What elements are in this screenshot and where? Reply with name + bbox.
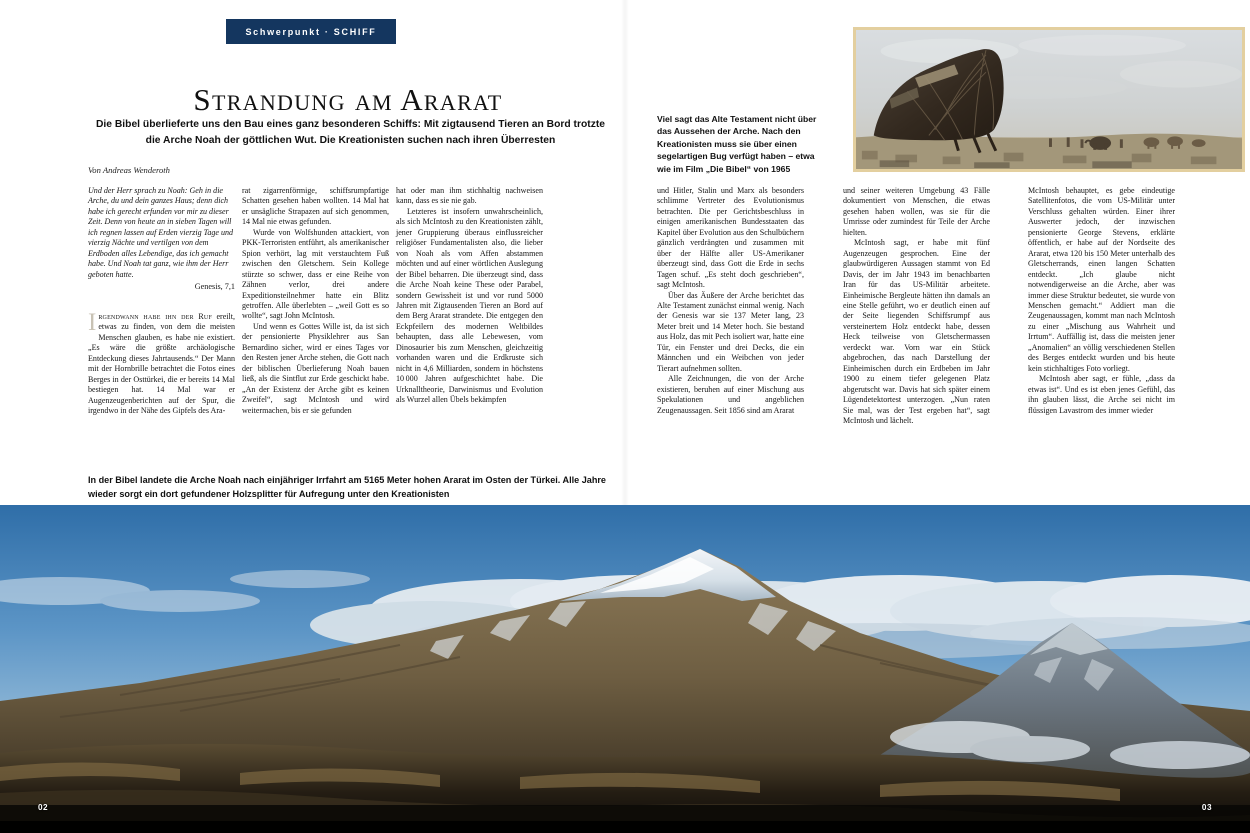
lead-in-smallcaps: rgendwann habe ihn der Ruf xyxy=(98,312,212,321)
body-column-6 xyxy=(1028,186,1175,416)
page-title: Strandung am Ararat xyxy=(193,82,503,117)
byline: Von Andreas Wenderoth xyxy=(88,165,170,175)
drop-cap: I xyxy=(88,309,97,336)
landscape-photo-image xyxy=(0,505,1250,833)
paragraph: Und wenn es Gottes Wille ist, da ist sich der pensionierte Physiklehrer aus San Bernardino sicher, wird er eines Tages vor den Resten jener Arche stehen, die Gott nach der biblischen Überlieferung Noah bauen ließ, als die Sintflut zur Erde geschickt habe. „An der Existenz der Arche gibt es keinen Zweifel“, sagt McIntosh und wird weitermachen, bis er sie gefunden xyxy=(242,321,389,415)
paragraph: Alle Zeichnungen, die von der Arche existieren, beruhen auf einer Mischung aus Spekulationen und angeblichen Zeugenaussagen. Seit 1856 sind am Ararat xyxy=(657,374,804,415)
ark-photo-image xyxy=(856,30,1242,169)
paragraph: Über das Äußere der Arche berichtet das Alte Testament zunächst einmal wenig. Nach der Genesis war sie 137 Meter lang, 23 Meter breit und 14 Meter hoch. Sie bestand aus Holz, das mit Pech isoliert war, hatte eine Tür, ein Fenster und drei Decks, die ein Männchen und ein Weibchen von jeder Tierart aufnehmen sollten. xyxy=(657,290,804,373)
landscape-photo xyxy=(0,505,1250,833)
body-column-5 xyxy=(843,186,990,426)
paragraph: hat oder man ihm stichhaltig nachweisen kann, dass es sie nie gab. xyxy=(396,186,543,206)
lead-quote-column xyxy=(88,186,235,293)
paragraph: und Hitler, Stalin und Marx als besonders schlimme Vertreter des Evolutionismus betrachten. Die per Gerichtsbeschluss in einigen amerikanischen Bundesstaaten das Kapitel über Evolution aus den Schulbüchern gänzlich verdrängten und zusammen mit über der Hälfte aller US-Amerikaner überzeugt sind, dass Gott die Erde in sechs Tagen schuf. „Es steht doch geschrieben“, sagt McIntosh. xyxy=(657,186,804,290)
lead-quote-attribution: Genesis, 7,1 xyxy=(194,282,235,292)
body-column-1 xyxy=(88,309,235,417)
page-number-right: 03 xyxy=(1201,803,1212,812)
standfirst: Viel sagt das Alte Testament nicht über das Aussehen der Arche. Nach den Kreationisten muss sie über einen segelartigen Bug verfügt haben – etwa wie im Film „Die Bibel“ von 1965 xyxy=(657,114,817,174)
lead-quote-text: Und der Herr sprach zu Noah: Geh in die Arche, du und dein ganzes Haus; denn dich habe ich gerecht erfunden vor mir zu dieser Zeit. Denn von heute an in sieben Tagen will ich regnen lassen auf Erden vierzig Tage und vierzig Nächte und vertilgen von dem Erdboden alles Lebendige, das ich gemacht habe. Und Noah tat ganz, wie ihm der Herr geboten hatte. xyxy=(88,186,234,279)
subheadline: Die Bibel überlieferte uns den Bau eines ganz besonderen Schiffs: Mit zigtausend Tieren an Bord trotzte die Arche Noah der göttlichen Wut. Die Kreationisten suchen nach ihren Überresten xyxy=(95,119,606,146)
photo-caption: In der Bibel landete die Arche Noah nach einjähriger Irrfahrt am 5165 Meter hohen Ararat im Osten der Türkei. Alle Jahre wieder sorgt ein dort gefundener Holzsplitter für Aufregung unter den Kreationisten xyxy=(88,475,606,499)
paragraph: Wurde von Wolfshunden attackiert, von PKK-Terroristen entführt, als amerikanischer Spion verhört, lag mit verstauchtem Fuß zwischen den Gletschern. Sein Kollege stürzte so schwer, dass er eine Reihe von Zähnen verlor, drei andere Expeditionsteilnehmer hatte ein Blitz getroffen. Alle überlebten – „weil Gott es so wollte“, sagt John McIntosh. xyxy=(242,227,389,321)
paragraph: Letzteres ist insofern unwahrscheinlich, als sich McIntosh zu den Kreationisten zählt, jener Gruppierung überaus einflussreicher religiöser Fundamentalisten also, die lieber von Noah als vom Affen abstammen möchten und auf einer wörtlichen Auslegung der Bibel beharren. Die überzeugt sind, dass die Arche Noah keine These oder Parabel, sondern Gewissheit ist und vor rund 5000 Jahren mit Zigtausenden Tieren an Bord auf dem Berg Ararat strandete. Die entgegen den Eckpfeilern des modernen Weltbildes behaupten, dass alle Lebewesen, vom Dinosaurier bis zum Menschen, gleichzeitig vorhanden waren und die Erdkruste sich nicht in 4,6 Milliarden, sondern in höchstens 10 000 Jahren aufgeschichtet habe. Die Urknalltheorie, Darwinismus und Evolution als Wurzel allen Übels bekämpfen xyxy=(396,206,543,405)
paragraph: McIntosh sagt, er habe mit fünf Augenzeugen gesprochen. Eine der glaubwürdigeren Aussagen stammt von Ed Davis, der im Jahr 1943 im benachbarten Iran für das US-Militär arbeitete. Einheimische Bergleute hätten ihn damals an eine Stelle geführt, wo er deutlich einen auf der Seite liegenden Schiffsrumpf aus versteinertem Holz entdeckt habe, dessen Heck teilweise von Gletschermassen verdeckt war. Vorn war ein Stück abgebrochen, das nach Darstellung der Einheimischen durch ein Erdbeben im Jahr 1900 zu einem tiefer gelegenen Platz abgerutscht war. Davis hat sich später einem Lügendetektortest unterzogen. „Nun raten Sie mal, was der Test ergeben hat“, sagt McIntosh und lächelt. xyxy=(843,238,990,425)
body-column-4 xyxy=(657,186,804,416)
ark-photo xyxy=(853,27,1245,172)
first-paragraph xyxy=(88,309,235,417)
body-column-2 xyxy=(242,186,389,416)
body-column-3 xyxy=(396,186,543,406)
first-paragraph-rest: ereilt, etwas zu finden, von dem die meisten Menschen glauben, es habe nie existiert. „Es wäre die größte archäologische Entdeckung dieses Jahrtausends.“ Der Mann mit der Hornbrille betrachtet die Fotos eines Berges in der Osttürkei, die er bereits 14 Mal bestiegen hat. 14 Mal war er Augenzeugenberichten auf der Spur, die irgendwo in der Nähe des Gipfels des Ara- xyxy=(88,312,235,416)
paragraph: rat zigarrenförmige, schiffsrumpfartige Schatten gesehen haben wollten. 14 Mal hat er unsägliche Strapazen auf sich genommen, 14 Mal nie etwas gefunden. xyxy=(242,186,389,227)
section-kicker-label: Schwerpunkt · SCHIFF xyxy=(245,26,377,37)
section-kicker-badge xyxy=(226,19,396,44)
paragraph: und seiner weiteren Umgebung 43 Fälle dokumentiert von Menschen, die etwas gesehen haben wollen, was sie für die Umrisse oder zumindest für Teile der Arche hielten. xyxy=(843,186,990,237)
paragraph: McIntosh aber sagt, er fühle, „dass da etwas ist“. Und es ist eben jenes Gefühl, das ihn glauben lässt, die Arche sei nicht im flüssigen Lavastrom des immer wieder xyxy=(1028,374,1175,415)
paragraph: McIntosh behauptet, es gebe eindeutige Satellitenfotos, die vom US-Militär unter Verschluss gehalten würden. Einer ihrer Auswerter jedoch, der inzwischen pensionierte George Stevens, erklärte öffentlich, er habe auf der Nordseite des Ararat, etwa 120 bis 150 Meter unterhalb des Gletscherrands, einen langen Schatten entdeckt. „Ich glaube nicht notwendigerweise an die Arche, aber was immer diese Struktur bedeutet, sie wurde von Menschen gemacht.“ Addiert man die Zeugenaussagen, kommt man nach McIntosh zu einer „Mischung aus Wahrheit und Irrtum“. Auffällig ist, dass die meisten jener „Anomalien“ an völlig verschiedenen Stellen des Berges entdeckt wurden und bis heute kein stichhaltiges Foto vorliegt. xyxy=(1028,186,1175,373)
page-number-left: 02 xyxy=(38,803,49,812)
